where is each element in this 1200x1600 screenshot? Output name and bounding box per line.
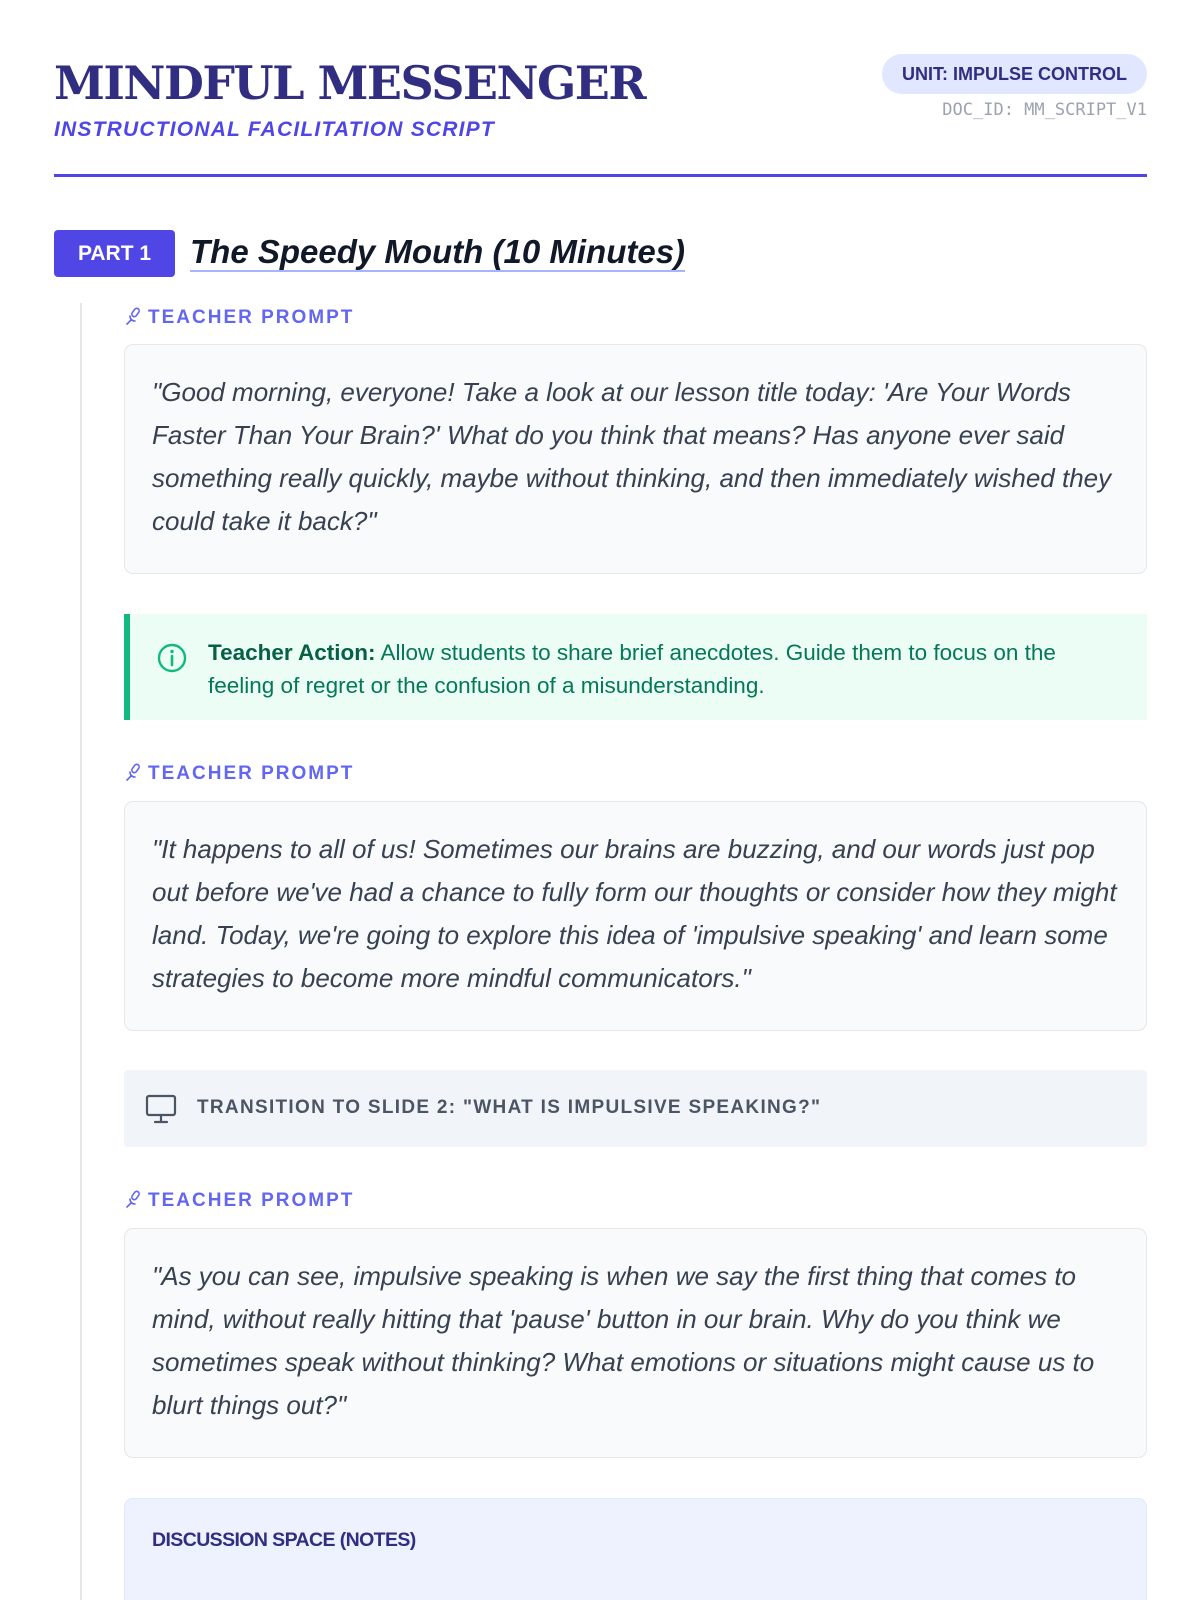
- script-page: [54, 0, 1147, 1600]
- part-title: The Speedy Mouth (10 Minutes): [190, 233, 686, 270]
- info-icon: [156, 642, 188, 674]
- header: [54, 0, 1147, 177]
- prompt-label: [124, 1189, 354, 1213]
- microphone-icon: [124, 762, 144, 782]
- transition-text: TRANSITION TO SLIDE 2: "WHAT IS IMPULSIVE SPEAKING?": [197, 1097, 822, 1118]
- prompt-label: [124, 762, 354, 786]
- prompt-label-text: TEACHER PROMPT: [148, 1190, 355, 1211]
- part-badge: PART 1: [54, 230, 175, 277]
- teacher-action-note: [124, 614, 1147, 720]
- microphone-icon: [124, 1189, 144, 1209]
- prompt-label-text: TEACHER PROMPT: [148, 763, 355, 784]
- page-subtitle: INSTRUCTIONAL FACILITATION SCRIPT: [54, 118, 495, 141]
- timeline-rail: [80, 303, 82, 1600]
- slide-transition: [124, 1070, 1147, 1147]
- prompt-box: "As you can see, impulsive speaking is when we say the first thing that comes to mind, without really hitting that 'pause' button in our brain. Why do you think we sometimes speak without thinking? What emotions or situations might cause us to blurt things out?": [124, 1228, 1147, 1458]
- discussion-notes-area[interactable]: [124, 1498, 1147, 1600]
- page-title: MINDFUL MESSENGER: [54, 56, 646, 110]
- prompt-box: "It happens to all of us! Sometimes our brains are buzzing, and our words just pop out before we've had a chance to fully form our thoughts or consider how they might land. Today, we're going to explore this idea of 'impulsive speaking' and learn some strategies to become more mindful communicators.": [124, 801, 1147, 1031]
- unit-badge: UNIT: IMPULSE CONTROL: [882, 54, 1147, 94]
- monitor-icon: [144, 1092, 178, 1126]
- prompt-label-text: TEACHER PROMPT: [148, 307, 355, 328]
- discussion-label: DISCUSSION SPACE (NOTES): [152, 1529, 416, 1551]
- action-text: Allow students to share brief anecdotes. Guide them to focus on the feeling of regret or the confusion of a misunderstanding.: [208, 640, 1056, 698]
- prompt-label: [124, 306, 354, 330]
- microphone-icon: [124, 306, 144, 326]
- doc-id: DOC_ID: MM_SCRIPT_V1: [942, 100, 1147, 120]
- action-label: Teacher Action:: [208, 640, 376, 665]
- prompt-box: "Good morning, everyone! Take a look at our lesson title today: 'Are Your Words Faster Than Your Brain?' What do you think that means? Has anyone ever said something really quickly, maybe without thinking, and then immediately wished they could take it back?": [124, 344, 1147, 574]
